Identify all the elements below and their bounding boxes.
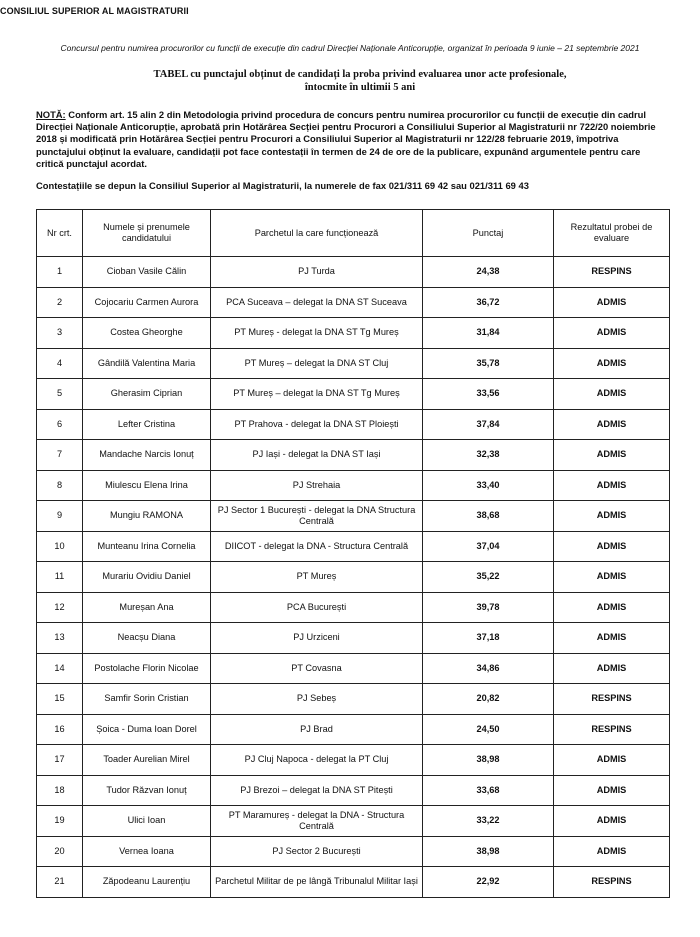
- result-cell: ADMIS: [554, 592, 670, 623]
- result-cell: ADMIS: [554, 836, 670, 867]
- table-row: [37, 531, 670, 562]
- candidate-name-cell: Cojocariu Carmen Aurora: [83, 287, 211, 318]
- candidate-name-cell: Murariu Ovidiu Daniel: [83, 562, 211, 593]
- score-cell: 33,68: [423, 775, 554, 806]
- score-cell: 22,92: [423, 867, 554, 898]
- row-number-cell: 6: [37, 409, 83, 440]
- office-cell: PT Prahova - delegat la DNA ST Ploiești: [211, 409, 423, 440]
- office-cell: PJ Strehaia: [211, 470, 423, 501]
- office-cell: PJ Sebeș: [211, 684, 423, 715]
- result-cell: ADMIS: [554, 379, 670, 410]
- table-row: [37, 501, 670, 532]
- candidate-name-cell: Vernea Ioana: [83, 836, 211, 867]
- candidate-name-cell: Zăpodeanu Laurențiu: [83, 867, 211, 898]
- title-line-2: întocmite în ultimii 5 ani: [304, 82, 416, 93]
- result-cell: RESPINS: [554, 867, 670, 898]
- row-number-cell: 10: [37, 531, 83, 562]
- candidate-name-cell: Tudor Răzvan Ionuț: [83, 775, 211, 806]
- table-row: [37, 714, 670, 745]
- table-row: [37, 470, 670, 501]
- table-header-row: [37, 210, 670, 257]
- score-cell: 35,78: [423, 348, 554, 379]
- table-row: [37, 836, 670, 867]
- table-row: [37, 318, 670, 349]
- score-cell: 31,84: [423, 318, 554, 349]
- score-cell: 38,98: [423, 745, 554, 776]
- row-number-cell: 19: [37, 806, 83, 837]
- score-cell: 33,40: [423, 470, 554, 501]
- table-row: [37, 867, 670, 898]
- competition-subtitle: Concursul pentru numirea procurorilor cu funcții de execuție din cadrul Direcției Naționale Anticorupție, organizat în perioada 9 iunie – 21 septembrie 2021: [60, 43, 640, 53]
- result-cell: ADMIS: [554, 775, 670, 806]
- office-cell: DIICOT - delegat la DNA - Structura Centrală: [211, 531, 423, 562]
- row-number-cell: 9: [37, 501, 83, 532]
- score-cell: 37,04: [423, 531, 554, 562]
- row-number-cell: 12: [37, 592, 83, 623]
- row-number-cell: 13: [37, 623, 83, 654]
- title-line-1: TABEL cu punctajul obținut de candidați la proba privind evaluarea unor acte profesionale,: [153, 69, 567, 80]
- col-header-score: Punctaj: [423, 210, 554, 257]
- table-row: [37, 684, 670, 715]
- table-row: [37, 348, 670, 379]
- institution-header: CONSILIUL SUPERIOR AL MAGISTRATURII: [0, 6, 189, 16]
- result-cell: ADMIS: [554, 501, 670, 532]
- row-number-cell: 16: [37, 714, 83, 745]
- table-row: [37, 287, 670, 318]
- row-number-cell: 5: [37, 379, 83, 410]
- candidate-name-cell: Samfir Sorin Cristian: [83, 684, 211, 715]
- result-cell: ADMIS: [554, 287, 670, 318]
- candidate-name-cell: Toader Aurelian Mirel: [83, 745, 211, 776]
- candidate-name-cell: Ulici Ioan: [83, 806, 211, 837]
- office-cell: PT Maramureș - delegat la DNA - Structura Centrală: [211, 806, 423, 837]
- result-cell: ADMIS: [554, 348, 670, 379]
- row-number-cell: 20: [37, 836, 83, 867]
- candidate-name-cell: Lefter Cristina: [83, 409, 211, 440]
- row-number-cell: 18: [37, 775, 83, 806]
- note-paragraph: [36, 109, 662, 170]
- office-cell: Parchetul Militar de pe lângă Tribunalul Militar Iași: [211, 867, 423, 898]
- office-cell: PJ Iași - delegat la DNA ST Iași: [211, 440, 423, 471]
- table-row: [37, 592, 670, 623]
- candidate-name-cell: Munteanu Irina Cornelia: [83, 531, 211, 562]
- result-cell: ADMIS: [554, 623, 670, 654]
- results-table: [36, 209, 670, 898]
- result-cell: ADMIS: [554, 531, 670, 562]
- table-row: [37, 623, 670, 654]
- table-row: [37, 745, 670, 776]
- col-header-name: Numele și prenumele candidatului: [83, 210, 211, 257]
- col-header-result: Rezultatul probei de evaluare: [554, 210, 670, 257]
- table-row: [37, 257, 670, 288]
- row-number-cell: 11: [37, 562, 83, 593]
- result-cell: ADMIS: [554, 318, 670, 349]
- table-row: [37, 409, 670, 440]
- row-number-cell: 8: [37, 470, 83, 501]
- score-cell: 20,82: [423, 684, 554, 715]
- result-cell: ADMIS: [554, 806, 670, 837]
- office-cell: PT Mureș: [211, 562, 423, 593]
- office-cell: PCA Suceava – delegat la DNA ST Suceava: [211, 287, 423, 318]
- score-cell: 39,78: [423, 592, 554, 623]
- table-row: [37, 775, 670, 806]
- row-number-cell: 17: [37, 745, 83, 776]
- row-number-cell: 4: [37, 348, 83, 379]
- score-cell: 35,22: [423, 562, 554, 593]
- row-number-cell: 21: [37, 867, 83, 898]
- candidate-name-cell: Neacșu Diana: [83, 623, 211, 654]
- row-number-cell: 1: [37, 257, 83, 288]
- score-cell: 38,68: [423, 501, 554, 532]
- score-cell: 33,22: [423, 806, 554, 837]
- result-cell: ADMIS: [554, 562, 670, 593]
- score-cell: 32,38: [423, 440, 554, 471]
- score-cell: 37,18: [423, 623, 554, 654]
- result-cell: ADMIS: [554, 653, 670, 684]
- contest-instructions: Contestațiile se depun la Consiliul Superior al Magistraturii, la numerele de fax 021/311 69 42 sau 021/311 69 43: [36, 180, 529, 191]
- table-row: [37, 653, 670, 684]
- office-cell: PJ Turda: [211, 257, 423, 288]
- office-cell: PCA București: [211, 592, 423, 623]
- score-cell: 37,84: [423, 409, 554, 440]
- table-row: [37, 806, 670, 837]
- table-title: [150, 68, 570, 94]
- table-row: [37, 562, 670, 593]
- candidate-name-cell: Miulescu Elena Irina: [83, 470, 211, 501]
- candidate-name-cell: Cioban Vasile Călin: [83, 257, 211, 288]
- office-cell: PJ Sector 1 București - delegat la DNA Structura Centrală: [211, 501, 423, 532]
- row-number-cell: 2: [37, 287, 83, 318]
- office-cell: PT Mureș - delegat la DNA ST Tg Mureș: [211, 318, 423, 349]
- table-row: [37, 379, 670, 410]
- office-cell: PT Mureș – delegat la DNA ST Tg Mureș: [211, 379, 423, 410]
- col-header-nr: Nr crt.: [37, 210, 83, 257]
- score-cell: 24,50: [423, 714, 554, 745]
- candidate-name-cell: Șoica - Duma Ioan Dorel: [83, 714, 211, 745]
- office-cell: PT Mureș – delegat la DNA ST Cluj: [211, 348, 423, 379]
- result-cell: RESPINS: [554, 257, 670, 288]
- office-cell: PJ Cluj Napoca - delegat la PT Cluj: [211, 745, 423, 776]
- candidate-name-cell: Gândilă Valentina Maria: [83, 348, 211, 379]
- result-cell: RESPINS: [554, 714, 670, 745]
- office-cell: PJ Brezoi – delegat la DNA ST Pitești: [211, 775, 423, 806]
- result-cell: ADMIS: [554, 745, 670, 776]
- office-cell: PJ Sector 2 București: [211, 836, 423, 867]
- candidate-name-cell: Mureșan Ana: [83, 592, 211, 623]
- score-cell: 38,98: [423, 836, 554, 867]
- row-number-cell: 14: [37, 653, 83, 684]
- table-body: [37, 257, 670, 898]
- note-text: Conform art. 15 alin 2 din Metodologia privind procedura de concurs pentru numirea procurorilor cu funcții de execuție din cadrul Direcției Naționale Anticorupție, aprobată prin Hotărârea Secției pentru Procurori a Consiliului Superior al Magistraturii nr 722/20 noiembrie 2018 și modificată prin Hotărârea Secției pentru Procurori a Consiliului Superior al Magistraturii nr 122/28 februarie 2019, împotriva punctajului obținut la evaluare, candidații pot face contestații în termen de 24 de ore de la publicare, expunând argumentele pentru care critică punctajul acordat.: [36, 109, 656, 169]
- candidate-name-cell: Gherasim Ciprian: [83, 379, 211, 410]
- result-cell: ADMIS: [554, 409, 670, 440]
- row-number-cell: 3: [37, 318, 83, 349]
- row-number-cell: 15: [37, 684, 83, 715]
- score-cell: 33,56: [423, 379, 554, 410]
- candidate-name-cell: Costea Gheorghe: [83, 318, 211, 349]
- candidate-name-cell: Mandache Narcis Ionuț: [83, 440, 211, 471]
- score-cell: 24,38: [423, 257, 554, 288]
- score-cell: 36,72: [423, 287, 554, 318]
- row-number-cell: 7: [37, 440, 83, 471]
- score-cell: 34,86: [423, 653, 554, 684]
- office-cell: PJ Brad: [211, 714, 423, 745]
- result-cell: RESPINS: [554, 684, 670, 715]
- candidate-name-cell: Mungiu RAMONA: [83, 501, 211, 532]
- office-cell: PJ Urziceni: [211, 623, 423, 654]
- office-cell: PT Covasna: [211, 653, 423, 684]
- note-lead: NOTĂ:: [36, 109, 66, 120]
- candidate-name-cell: Postolache Florin Nicolae: [83, 653, 211, 684]
- result-cell: ADMIS: [554, 470, 670, 501]
- col-header-office: Parchetul la care funcționează: [211, 210, 423, 257]
- table-row: [37, 440, 670, 471]
- result-cell: ADMIS: [554, 440, 670, 471]
